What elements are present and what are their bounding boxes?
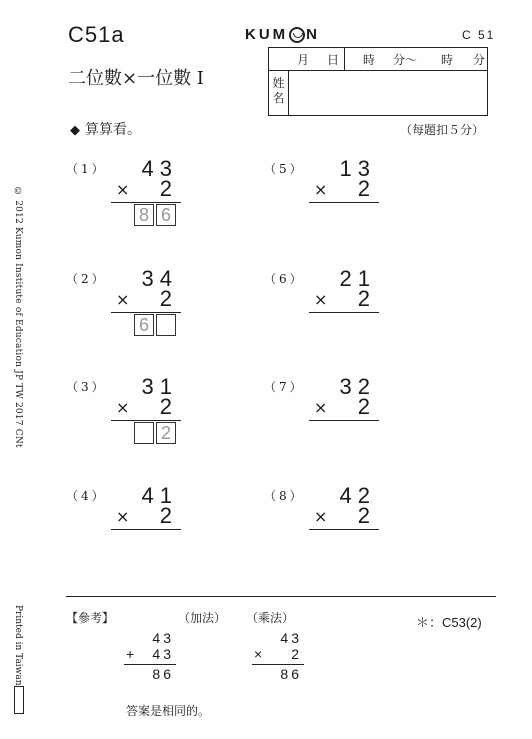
problem-3 <box>66 374 226 458</box>
addition-label: （加法） <box>178 611 227 625</box>
footer-note: 答案是相同的。 <box>126 704 211 718</box>
answer-line <box>111 529 181 530</box>
times-sign: × <box>314 290 328 309</box>
answer-line <box>309 529 379 530</box>
times-sign: × <box>116 507 130 526</box>
name-label <box>269 70 289 116</box>
problem-top-number: 13 <box>339 156 376 181</box>
edition-badge <box>14 686 24 714</box>
hour-label: 時 <box>363 53 376 67</box>
problem-number: （3） <box>66 380 107 394</box>
answer-line <box>111 420 181 421</box>
times-sign: × <box>116 398 130 417</box>
hour2-label: 時 <box>441 53 454 67</box>
problem-2 <box>66 266 226 350</box>
date-time-row <box>269 48 487 71</box>
times-sign: × <box>116 290 130 309</box>
diamond-icon: ◆ <box>70 123 80 138</box>
copyright-text: © 2012 Kumon Institute of Education JP TW 2017 CNt <box>13 187 23 448</box>
month-label: 月 <box>297 53 310 67</box>
problem-number: （1） <box>66 162 107 176</box>
times-sign: × <box>314 398 328 417</box>
problem-top-number: 31 <box>141 374 178 399</box>
problem-7 <box>264 374 424 458</box>
problem-top-number: 34 <box>141 266 178 291</box>
problem-number: （5） <box>264 162 305 176</box>
add-line <box>124 664 176 665</box>
problem-number: （2） <box>66 272 107 286</box>
sheet-code-small: C 51 <box>462 28 496 42</box>
times-sign: × <box>314 507 328 526</box>
times-sign: × <box>314 180 328 199</box>
score-note: （每題扣５分） <box>400 123 485 137</box>
answer-box-tens[interactable]: 8 <box>134 204 154 226</box>
answer-box-tens[interactable]: 6 <box>134 314 154 336</box>
plus-sign: + <box>126 646 135 662</box>
times-sign: × <box>254 646 263 662</box>
answer-box-tens[interactable] <box>134 422 154 444</box>
page-title: 二位數×一位數 Ⅰ <box>68 68 204 89</box>
add-result: 86 <box>152 666 174 682</box>
name-date-box <box>268 47 488 116</box>
brand-text-post: N <box>306 26 321 43</box>
reference-label: 【參考】 <box>66 611 115 625</box>
brand-o-icon <box>289 27 305 43</box>
name-label-1: 姓 <box>272 76 285 90</box>
problem-5 <box>264 156 424 240</box>
multiplication-label: （乘法） <box>246 611 295 625</box>
add-second: 43 <box>152 646 174 662</box>
problem-1 <box>66 156 226 240</box>
divider <box>344 48 345 70</box>
mul-line <box>252 664 304 665</box>
problem-bottom-number: 2 <box>159 394 172 419</box>
answer-box-ones[interactable]: 2 <box>156 422 176 444</box>
problem-top-number: 32 <box>339 374 376 399</box>
problem-8 <box>264 483 424 567</box>
problem-bottom-number: 2 <box>357 176 370 201</box>
answer-box-ones[interactable] <box>156 314 176 336</box>
brand-logo <box>245 26 320 43</box>
answer-line <box>111 312 181 313</box>
times-sign: × <box>116 180 130 199</box>
problem-number: （4） <box>66 489 107 503</box>
problem-bottom-number: 2 <box>159 286 172 311</box>
printed-in-text: Printed in Taiwan <box>13 605 23 686</box>
problem-top-number: 43 <box>141 156 178 181</box>
answer-line <box>309 202 379 203</box>
mul-second: 2 <box>291 646 302 662</box>
problem-top-number: 41 <box>141 483 178 508</box>
brand-text-pre: KUM <box>245 26 289 43</box>
problem-bottom-number: 2 <box>159 503 172 528</box>
problem-number: （6） <box>264 272 305 286</box>
instruction-text: 算算看。 <box>85 122 141 138</box>
answer-line <box>111 202 181 203</box>
problem-number: （7） <box>264 380 305 394</box>
name-label-2: 名 <box>272 91 285 105</box>
problem-bottom-number: 2 <box>357 286 370 311</box>
answer-line <box>309 420 379 421</box>
mul-first: 43 <box>280 630 302 646</box>
answer-box-ones[interactable]: 6 <box>156 204 176 226</box>
minute-from-label: 分〜 <box>393 53 418 67</box>
section-divider <box>66 596 496 597</box>
problem-bottom-number: 2 <box>357 394 370 419</box>
answer-line <box>309 312 379 313</box>
problem-bottom-number: 2 <box>159 176 172 201</box>
problem-6 <box>264 266 424 350</box>
problem-4 <box>66 483 226 567</box>
day-label: 日 <box>327 53 340 67</box>
problem-number: （8） <box>264 489 305 503</box>
add-first: 43 <box>152 630 174 646</box>
sheet-code-large: C51a <box>68 22 125 47</box>
instruction <box>70 119 141 139</box>
problem-bottom-number: 2 <box>357 503 370 528</box>
next-sheet-note: ＊：C53(2) <box>416 615 482 630</box>
problem-top-number: 21 <box>339 266 376 291</box>
addition-example <box>120 628 180 688</box>
multiplication-example <box>248 628 308 688</box>
minute-to-label: 分 <box>473 53 486 67</box>
mul-result: 86 <box>280 666 302 682</box>
problem-top-number: 42 <box>339 483 376 508</box>
